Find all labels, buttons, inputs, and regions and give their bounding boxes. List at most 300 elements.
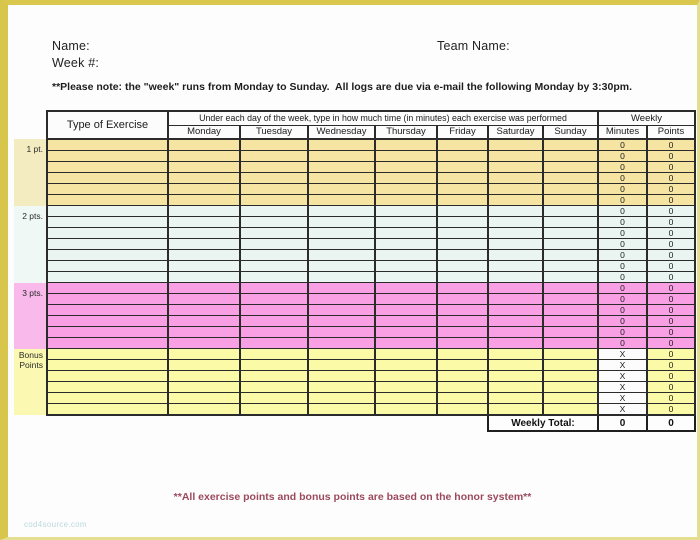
day-entry-cell[interactable]	[240, 393, 308, 404]
points-value-cell: 0	[647, 382, 695, 393]
day-entry-cell[interactable]	[488, 162, 543, 173]
section-label-bonus: Bonus Points	[14, 349, 47, 416]
day-entry-cell[interactable]	[375, 349, 437, 360]
points-value-cell: 0	[647, 250, 695, 261]
day-entry-cell[interactable]	[488, 217, 543, 228]
exercise-row-3pts	[14, 305, 695, 316]
day-entry-cell[interactable]	[240, 184, 308, 195]
exercise-name-cell[interactable]	[47, 393, 168, 404]
points-value-cell: 0	[647, 393, 695, 404]
day-entry-cell[interactable]	[437, 360, 488, 371]
day-entry-cell[interactable]	[308, 316, 375, 327]
exercise-name-cell[interactable]	[47, 404, 168, 416]
day-entry-cell[interactable]	[168, 316, 240, 327]
minutes-value-cell: 0	[598, 139, 647, 151]
day-entry-cell[interactable]	[375, 261, 437, 272]
minutes-value-cell: 0	[598, 327, 647, 338]
exercise-name-cell[interactable]	[47, 173, 168, 184]
exercise-row-2pts	[14, 228, 695, 239]
day-entry-cell[interactable]	[543, 371, 598, 382]
points-value-cell: 0	[647, 294, 695, 305]
exercise-row-bonus	[14, 371, 695, 382]
day-entry-cell[interactable]	[168, 217, 240, 228]
points-value-cell: 0	[647, 206, 695, 217]
minutes-value-cell: X	[598, 349, 647, 360]
minutes-value-cell: 0	[598, 250, 647, 261]
exercise-name-cell[interactable]	[47, 206, 168, 217]
points-value-cell: 0	[647, 327, 695, 338]
day-entry-cell[interactable]	[488, 283, 543, 294]
day-entry-cell[interactable]	[168, 272, 240, 283]
exercise-row-3pts	[14, 294, 695, 305]
day-entry-cell[interactable]	[488, 228, 543, 239]
exercise-name-cell[interactable]	[47, 294, 168, 305]
exercise-name-cell[interactable]	[47, 338, 168, 349]
exercise-row-1pt	[14, 195, 695, 206]
day-entry-cell[interactable]	[375, 327, 437, 338]
exercise-row-2pts	[14, 250, 695, 261]
day-entry-cell[interactable]	[375, 151, 437, 162]
day-entry-cell[interactable]	[168, 294, 240, 305]
day-entry-cell[interactable]	[168, 206, 240, 217]
day-entry-cell[interactable]	[543, 294, 598, 305]
minutes-value-cell: 0	[598, 316, 647, 327]
exercise-row-1pt	[14, 162, 695, 173]
day-entry-cell[interactable]	[308, 206, 375, 217]
day-entry-cell[interactable]	[168, 139, 240, 151]
day-entry-cell[interactable]	[488, 184, 543, 195]
day-entry-cell[interactable]	[488, 139, 543, 151]
day-entry-cell[interactable]	[308, 305, 375, 316]
day-entry-cell[interactable]	[240, 139, 308, 151]
day-entry-cell[interactable]	[543, 338, 598, 349]
day-entry-cell[interactable]	[168, 228, 240, 239]
day-entry-cell[interactable]	[437, 151, 488, 162]
minutes-value-cell: 0	[598, 206, 647, 217]
day-entry-cell[interactable]	[308, 250, 375, 261]
day-entry-cell[interactable]	[308, 162, 375, 173]
total-row-spacer	[14, 415, 488, 431]
day-entry-cell[interactable]	[168, 173, 240, 184]
day-entry-cell[interactable]	[437, 382, 488, 393]
day-header-tuesday: Tuesday	[240, 125, 308, 139]
weekly-total-points-value: 0	[647, 415, 695, 431]
day-entry-cell[interactable]	[308, 228, 375, 239]
day-header-sunday: Sunday	[543, 125, 598, 139]
day-entry-cell[interactable]	[437, 228, 488, 239]
exercise-log-table	[14, 110, 696, 432]
day-entry-cell[interactable]	[240, 338, 308, 349]
exercise-row-bonus	[14, 382, 695, 393]
day-header-saturday: Saturday	[488, 125, 543, 139]
day-entry-cell[interactable]	[543, 217, 598, 228]
day-entry-cell[interactable]	[543, 206, 598, 217]
day-entry-cell[interactable]	[375, 283, 437, 294]
day-entry-cell[interactable]	[168, 404, 240, 416]
day-entry-cell[interactable]	[543, 151, 598, 162]
day-entry-cell[interactable]	[240, 360, 308, 371]
day-entry-cell[interactable]	[437, 294, 488, 305]
day-entry-cell[interactable]	[375, 360, 437, 371]
exercise-name-cell[interactable]	[47, 250, 168, 261]
day-entry-cell[interactable]	[488, 294, 543, 305]
label-column-spacer	[14, 111, 47, 125]
minutes-value-cell: 0	[598, 184, 647, 195]
exercise-row-3pts	[14, 338, 695, 349]
day-entry-cell[interactable]	[375, 305, 437, 316]
day-entry-cell[interactable]	[308, 382, 375, 393]
day-entry-cell[interactable]	[308, 184, 375, 195]
day-entry-cell[interactable]	[308, 139, 375, 151]
minutes-value-cell: 0	[598, 272, 647, 283]
day-entry-cell[interactable]	[488, 404, 543, 416]
exercise-row-1pt	[14, 139, 695, 151]
day-entry-cell[interactable]	[240, 195, 308, 206]
day-entry-cell[interactable]	[308, 294, 375, 305]
day-entry-cell[interactable]	[488, 327, 543, 338]
exercise-name-cell[interactable]	[47, 283, 168, 294]
exercise-row-bonus	[14, 360, 695, 371]
exercise-name-cell[interactable]	[47, 316, 168, 327]
day-entry-cell[interactable]	[240, 305, 308, 316]
honor-system-note: **All exercise points and bonus points are based on the honor system**	[173, 491, 532, 503]
exercise-name-cell[interactable]	[47, 151, 168, 162]
minutes-value-cell: X	[598, 371, 647, 382]
day-entry-cell[interactable]	[437, 327, 488, 338]
day-entry-cell[interactable]	[168, 305, 240, 316]
day-entry-cell[interactable]	[488, 349, 543, 360]
day-entry-cell[interactable]	[240, 239, 308, 250]
day-entry-cell[interactable]	[308, 217, 375, 228]
day-entry-cell[interactable]	[375, 173, 437, 184]
exercise-name-cell[interactable]	[47, 162, 168, 173]
day-entry-cell[interactable]	[437, 184, 488, 195]
points-value-cell: 0	[647, 184, 695, 195]
day-entry-cell[interactable]	[240, 283, 308, 294]
day-entry-cell[interactable]	[488, 316, 543, 327]
day-entry-cell[interactable]	[488, 338, 543, 349]
minutes-value-cell: 0	[598, 151, 647, 162]
day-entry-cell[interactable]	[543, 305, 598, 316]
day-entry-cell[interactable]	[437, 261, 488, 272]
day-entry-cell[interactable]	[240, 162, 308, 173]
day-entry-cell[interactable]	[488, 272, 543, 283]
minutes-value-cell: 0	[598, 338, 647, 349]
day-entry-cell[interactable]	[375, 250, 437, 261]
day-entry-cell[interactable]	[240, 217, 308, 228]
day-entry-cell[interactable]	[488, 173, 543, 184]
day-entry-cell[interactable]	[308, 360, 375, 371]
minutes-value-cell: 0	[598, 261, 647, 272]
day-entry-cell[interactable]	[437, 195, 488, 206]
day-entry-cell[interactable]	[437, 283, 488, 294]
minutes-value-cell: X	[598, 360, 647, 371]
day-entry-cell[interactable]	[168, 393, 240, 404]
day-entry-cell[interactable]	[543, 239, 598, 250]
day-entry-cell[interactable]	[308, 283, 375, 294]
exercise-name-cell[interactable]	[47, 349, 168, 360]
exercise-name-cell[interactable]	[47, 360, 168, 371]
minutes-value-cell: 0	[598, 294, 647, 305]
day-entry-cell[interactable]	[308, 338, 375, 349]
type-of-exercise-header: Type of Exercise	[47, 111, 168, 139]
day-entry-cell[interactable]	[543, 327, 598, 338]
day-entry-cell[interactable]	[168, 338, 240, 349]
day-entry-cell[interactable]	[375, 272, 437, 283]
day-entry-cell[interactable]	[375, 338, 437, 349]
day-entry-cell[interactable]	[437, 393, 488, 404]
day-header-wednesday: Wednesday	[308, 125, 375, 139]
day-entry-cell[interactable]	[488, 239, 543, 250]
day-entry-cell[interactable]	[240, 404, 308, 416]
minutes-value-cell: 0	[598, 239, 647, 250]
day-entry-cell[interactable]	[308, 173, 375, 184]
exercise-row-3pts	[14, 327, 695, 338]
day-entry-cell[interactable]	[168, 349, 240, 360]
day-entry-cell[interactable]	[240, 349, 308, 360]
exercise-row-bonus	[14, 349, 695, 360]
day-entry-cell[interactable]	[437, 349, 488, 360]
weekly-header: Weekly	[598, 111, 695, 125]
points-value-cell: 0	[647, 404, 695, 416]
day-entry-cell[interactable]	[240, 316, 308, 327]
exercise-name-cell[interactable]	[47, 139, 168, 151]
day-entry-cell[interactable]	[543, 250, 598, 261]
day-entry-cell[interactable]	[168, 239, 240, 250]
day-entry-cell[interactable]	[437, 217, 488, 228]
name-label: Name:	[52, 39, 90, 53]
day-entry-cell[interactable]	[543, 349, 598, 360]
day-entry-cell[interactable]	[308, 151, 375, 162]
exercise-row-2pts	[14, 272, 695, 283]
points-value-cell: 0	[647, 283, 695, 294]
day-entry-cell[interactable]	[168, 371, 240, 382]
day-entry-cell[interactable]	[437, 404, 488, 416]
day-entry-cell[interactable]	[168, 283, 240, 294]
day-entry-cell[interactable]	[437, 239, 488, 250]
exercise-name-cell[interactable]	[47, 184, 168, 195]
team-name-label: Team Name:	[437, 39, 510, 53]
day-entry-cell[interactable]	[168, 250, 240, 261]
points-value-cell: 0	[647, 195, 695, 206]
day-entry-cell[interactable]	[437, 206, 488, 217]
day-entry-cell[interactable]	[543, 162, 598, 173]
day-entry-cell[interactable]	[168, 162, 240, 173]
day-entry-cell[interactable]	[488, 360, 543, 371]
minutes-header: Minutes	[598, 125, 647, 139]
day-entry-cell[interactable]	[240, 261, 308, 272]
exercise-row-bonus	[14, 393, 695, 404]
day-entry-cell[interactable]	[308, 239, 375, 250]
day-entry-cell[interactable]	[240, 228, 308, 239]
exercise-name-cell[interactable]	[47, 195, 168, 206]
exercise-row-2pts	[14, 239, 695, 250]
day-entry-cell[interactable]	[543, 139, 598, 151]
day-entry-cell[interactable]	[240, 173, 308, 184]
day-header-thursday: Thursday	[375, 125, 437, 139]
exercise-name-cell[interactable]	[47, 305, 168, 316]
day-entry-cell[interactable]	[437, 250, 488, 261]
day-entry-cell[interactable]	[375, 228, 437, 239]
day-entry-cell[interactable]	[437, 173, 488, 184]
day-entry-cell[interactable]	[488, 371, 543, 382]
exercise-name-cell[interactable]	[47, 371, 168, 382]
day-header-friday: Friday	[437, 125, 488, 139]
day-entry-cell[interactable]	[240, 294, 308, 305]
exercise-row-3pts	[14, 316, 695, 327]
day-entry-cell[interactable]	[543, 382, 598, 393]
day-entry-cell[interactable]	[488, 382, 543, 393]
weekly-total-label: Weekly Total:	[488, 415, 598, 431]
day-entry-cell[interactable]	[488, 261, 543, 272]
day-entry-cell[interactable]	[308, 327, 375, 338]
day-entry-cell[interactable]	[168, 261, 240, 272]
day-entry-cell[interactable]	[168, 360, 240, 371]
table-header-row-1	[14, 111, 695, 125]
week-number-label: Week #:	[52, 56, 100, 70]
day-entry-cell[interactable]	[543, 316, 598, 327]
day-entry-cell[interactable]	[375, 404, 437, 416]
points-value-cell: 0	[647, 305, 695, 316]
day-entry-cell[interactable]	[437, 316, 488, 327]
day-entry-cell[interactable]	[543, 184, 598, 195]
day-entry-cell[interactable]	[375, 217, 437, 228]
exercise-row-2pts	[14, 217, 695, 228]
minutes-value-cell: 0	[598, 305, 647, 316]
day-entry-cell[interactable]	[375, 316, 437, 327]
day-entry-cell[interactable]	[240, 272, 308, 283]
exercise-row-1pt	[14, 173, 695, 184]
day-entry-cell[interactable]	[375, 393, 437, 404]
exercise-name-cell[interactable]	[47, 327, 168, 338]
day-entry-cell[interactable]	[543, 393, 598, 404]
points-value-cell: 0	[647, 261, 695, 272]
exercise-table-body	[14, 139, 695, 415]
weekly-total-row	[14, 415, 695, 431]
day-entry-cell[interactable]	[488, 206, 543, 217]
day-entry-cell[interactable]	[543, 283, 598, 294]
minutes-value-cell: 0	[598, 283, 647, 294]
day-entry-cell[interactable]	[375, 162, 437, 173]
points-value-cell: 0	[647, 371, 695, 382]
minutes-value-cell: 0	[598, 162, 647, 173]
day-entry-cell[interactable]	[375, 239, 437, 250]
day-entry-cell[interactable]	[308, 349, 375, 360]
points-value-cell: 0	[647, 217, 695, 228]
day-entry-cell[interactable]	[375, 195, 437, 206]
points-value-cell: 0	[647, 139, 695, 151]
points-value-cell: 0	[647, 316, 695, 327]
points-header: Points	[647, 125, 695, 139]
day-entry-cell[interactable]	[168, 151, 240, 162]
points-value-cell: 0	[647, 151, 695, 162]
exercise-name-cell[interactable]	[47, 217, 168, 228]
day-entry-cell[interactable]	[488, 305, 543, 316]
minutes-value-cell: 0	[598, 195, 647, 206]
day-entry-cell[interactable]	[308, 371, 375, 382]
week-note-text: **Please note: the "week" runs from Monday to Sunday. All logs are due via e-mail the following Monday by 3:30pm.	[52, 81, 632, 93]
days-instruction-header: Under each day of the week, type in how much time (in minutes) each exercise was performed	[168, 111, 598, 125]
exercise-name-cell[interactable]	[47, 382, 168, 393]
day-entry-cell[interactable]	[543, 404, 598, 416]
exercise-row-1pt	[14, 151, 695, 162]
exercise-row-1pt	[14, 184, 695, 195]
day-entry-cell[interactable]	[437, 139, 488, 151]
minutes-value-cell: 0	[598, 173, 647, 184]
minutes-value-cell: 0	[598, 217, 647, 228]
day-header-monday: Monday	[168, 125, 240, 139]
exercise-row-2pts	[14, 261, 695, 272]
day-entry-cell[interactable]	[308, 393, 375, 404]
points-value-cell: 0	[647, 239, 695, 250]
day-entry-cell[interactable]	[240, 151, 308, 162]
day-entry-cell[interactable]	[437, 305, 488, 316]
day-entry-cell[interactable]	[375, 294, 437, 305]
day-entry-cell[interactable]	[543, 228, 598, 239]
day-entry-cell[interactable]	[168, 195, 240, 206]
day-entry-cell[interactable]	[543, 261, 598, 272]
day-entry-cell[interactable]	[543, 272, 598, 283]
minutes-value-cell: X	[598, 393, 647, 404]
points-value-cell: 0	[647, 162, 695, 173]
day-entry-cell[interactable]	[308, 261, 375, 272]
exercise-name-cell[interactable]	[47, 272, 168, 283]
exercise-row-3pts	[14, 283, 695, 294]
day-entry-cell[interactable]	[543, 173, 598, 184]
day-entry-cell[interactable]	[308, 404, 375, 416]
label-column-spacer	[14, 125, 47, 139]
day-entry-cell[interactable]	[375, 371, 437, 382]
exercise-row-2pts	[14, 206, 695, 217]
exercise-name-cell[interactable]	[47, 239, 168, 250]
day-entry-cell[interactable]	[375, 382, 437, 393]
day-entry-cell[interactable]	[488, 250, 543, 261]
day-entry-cell[interactable]	[240, 382, 308, 393]
day-entry-cell[interactable]	[240, 206, 308, 217]
day-entry-cell[interactable]	[240, 327, 308, 338]
day-entry-cell[interactable]	[437, 338, 488, 349]
day-entry-cell[interactable]	[168, 184, 240, 195]
day-entry-cell[interactable]	[375, 139, 437, 151]
day-entry-cell[interactable]	[240, 250, 308, 261]
day-entry-cell[interactable]	[488, 195, 543, 206]
day-entry-cell[interactable]	[308, 195, 375, 206]
section-label-2pts: 2 pts.	[14, 206, 47, 283]
section-label-3pts: 3 pts.	[14, 283, 47, 349]
day-entry-cell[interactable]	[168, 327, 240, 338]
day-entry-cell[interactable]	[488, 393, 543, 404]
minutes-value-cell: X	[598, 404, 647, 416]
day-entry-cell[interactable]	[375, 184, 437, 195]
minutes-value-cell: X	[598, 382, 647, 393]
day-entry-cell[interactable]	[543, 360, 598, 371]
day-entry-cell[interactable]	[488, 151, 543, 162]
day-entry-cell[interactable]	[308, 272, 375, 283]
points-value-cell: 0	[647, 272, 695, 283]
exercise-name-cell[interactable]	[47, 228, 168, 239]
points-value-cell: 0	[647, 349, 695, 360]
points-value-cell: 0	[647, 173, 695, 184]
day-entry-cell[interactable]	[240, 371, 308, 382]
exercise-name-cell[interactable]	[47, 261, 168, 272]
day-entry-cell[interactable]	[375, 206, 437, 217]
minutes-value-cell: 0	[598, 228, 647, 239]
day-entry-cell[interactable]	[437, 162, 488, 173]
day-entry-cell[interactable]	[437, 272, 488, 283]
day-entry-cell[interactable]	[543, 195, 598, 206]
day-entry-cell[interactable]	[437, 371, 488, 382]
day-entry-cell[interactable]	[168, 382, 240, 393]
